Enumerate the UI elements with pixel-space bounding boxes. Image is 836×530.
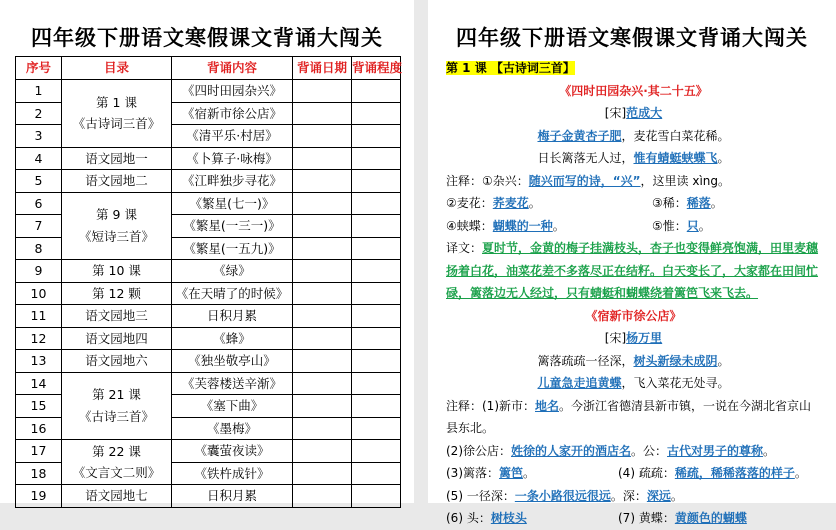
answer-blank: 黄颜色的蝴蝶	[674, 511, 747, 525]
table-row	[16, 372, 401, 395]
answer-blank: 稀落	[686, 196, 711, 210]
row-content: 日积月累	[172, 485, 293, 508]
row-number: 9	[16, 260, 62, 283]
row-level-cell[interactable]	[352, 260, 401, 283]
row-number: 19	[16, 485, 62, 508]
row-catalog-group	[62, 372, 172, 440]
row-content: 《铁杵成针》	[172, 462, 293, 485]
group-title: 《文言文二则》	[72, 465, 161, 480]
poem-author	[446, 102, 821, 125]
annotation-text: 。	[523, 466, 536, 480]
header-content: 背诵内容	[172, 57, 293, 80]
row-number: 10	[16, 282, 62, 305]
row-number: 8	[16, 237, 62, 260]
annotation-text: ②麦花：	[446, 196, 493, 210]
table-row	[16, 327, 401, 350]
row-catalog: 语文园地三	[62, 305, 172, 328]
row-number: 2	[16, 102, 62, 125]
row-catalog-group	[62, 80, 172, 148]
poem-line	[446, 372, 821, 395]
row-catalog: 语文园地七	[62, 485, 172, 508]
row-content: 《囊萤夜读》	[172, 440, 293, 463]
row-number: 5	[16, 170, 62, 193]
annotation-text: (5) 一径深：	[446, 488, 515, 503]
row-date-cell[interactable]	[293, 417, 352, 440]
row-content: 《清平乐·村居》	[172, 125, 293, 148]
header-catalog: 目录	[62, 57, 172, 80]
table-row	[16, 485, 401, 508]
row-content: 《蜂》	[172, 327, 293, 350]
answer-blank: 篱笆	[499, 466, 524, 480]
row-catalog: 语文园地六	[62, 350, 172, 373]
annotation-line	[446, 485, 821, 508]
row-catalog: 第 10 课	[62, 260, 172, 283]
poem-text: ，飞入菜花无处寻。	[621, 376, 730, 390]
answer-blank: 树枝头	[490, 511, 527, 525]
answer-blank: 蝴蝶的一种	[492, 218, 553, 233]
table-row	[16, 282, 401, 305]
right-page	[428, 0, 836, 525]
row-level-cell[interactable]	[352, 80, 401, 103]
answer-blank: 梅子金黄杏子肥	[537, 128, 622, 143]
group-title: 《古诗词三首》	[72, 116, 161, 132]
group-lesson: 第 22 课	[92, 443, 141, 459]
annotation-text: 。	[698, 218, 711, 233]
row-number: 6	[16, 192, 62, 215]
group-title: 《古诗三首》	[78, 408, 154, 424]
row-number: 4	[16, 147, 62, 170]
annotation-text: 。今浙江省德清县新市镇，一说在今湖北省京山县东北。	[446, 398, 812, 435]
table-row	[16, 305, 401, 328]
row-content: 《独坐敬亭山》	[172, 350, 293, 373]
answer-blank: 姓徐的人家开的酒店名	[511, 443, 632, 458]
annotation-text: (2)徐公店：	[446, 443, 511, 458]
row-number: 11	[16, 305, 62, 328]
lesson-header-label: 第 1 课 【古诗词三首】	[446, 61, 575, 75]
annotation-text: 。	[670, 488, 683, 503]
right-page-title: 四年级下册语文寒假课文背诵大闯关	[456, 26, 808, 50]
row-catalog: 语文园地四	[62, 327, 172, 350]
annotation-text: 。	[794, 466, 807, 480]
row-number: 3	[16, 125, 62, 148]
annotation-line	[446, 462, 821, 485]
annotation-text: 。	[552, 218, 565, 233]
row-date-cell[interactable]	[293, 80, 352, 103]
row-date-cell[interactable]	[293, 282, 352, 305]
answer-blank: 只	[686, 218, 699, 233]
row-number: 13	[16, 350, 62, 373]
annotation-line	[446, 170, 821, 193]
translation-paragraph	[446, 237, 821, 305]
row-date-cell[interactable]	[293, 170, 352, 193]
poem-line	[446, 147, 821, 170]
answer-blank: 古代对男子的尊称	[667, 443, 764, 458]
row-date-cell[interactable]	[293, 215, 352, 238]
annotation-line	[446, 440, 821, 463]
row-catalog-group	[62, 192, 172, 260]
row-date-cell[interactable]	[293, 125, 352, 148]
annotation-text: ③稀：	[652, 196, 687, 210]
row-date-cell[interactable]	[293, 102, 352, 125]
answer-blank: 一条小路很远很远	[514, 488, 611, 503]
row-number: 7	[16, 215, 62, 238]
row-number: 12	[16, 327, 62, 350]
table-row	[16, 260, 401, 283]
recitation-content	[446, 57, 821, 530]
group-title: 《短诗三首》	[78, 228, 154, 244]
table-row	[16, 350, 401, 373]
row-level-cell[interactable]	[352, 215, 401, 238]
row-content: 《繁星(七一)》	[172, 192, 293, 215]
row-date-cell[interactable]	[293, 462, 352, 485]
annotation-text: ，这里读 xìng。	[640, 173, 731, 188]
poem-text: 。	[717, 151, 730, 165]
table-row	[16, 147, 401, 170]
row-content: 《塞下曲》	[172, 395, 293, 418]
annotation-line	[446, 215, 821, 238]
row-catalog: 语文园地二	[62, 170, 172, 193]
annotation-text: ⑤惟：	[652, 218, 687, 233]
row-level-cell[interactable]	[352, 237, 401, 260]
header-date: 背诵日期	[293, 57, 352, 80]
poem-text: 篱落疏疏一径深，	[537, 353, 634, 368]
row-number: 16	[16, 417, 62, 440]
annotation-text: (4) 疏疏：	[618, 466, 675, 480]
translation-answer: 夏时节，金黄的梅子挂满枝头，杏子也变得鲜亮饱满，田里麦穗扬着白花，油菜花差不多落尽正在结籽。白天变长了，大家都在田间忙碌，篱落边无人经过，只有蜻蜓和蝴蝶绕着篱笆飞来飞去。	[446, 241, 819, 300]
row-catalog: 语文园地一	[62, 147, 172, 170]
row-date-cell[interactable]	[293, 327, 352, 350]
row-number: 15	[16, 395, 62, 418]
left-page	[0, 0, 414, 503]
row-date-cell[interactable]	[293, 395, 352, 418]
row-date-cell[interactable]	[293, 305, 352, 328]
row-content: 《宿新市徐公店》	[172, 102, 293, 125]
answer-blank: 荞麦花	[492, 196, 529, 210]
annotation-line	[446, 192, 821, 215]
row-level-cell[interactable]	[352, 282, 401, 305]
annotation-text: 。	[763, 443, 776, 458]
row-date-cell[interactable]	[293, 147, 352, 170]
poem-title: 《四时田园杂兴·其二十五》	[559, 83, 708, 98]
answer-blank: 儿童急走追黄蝶	[537, 376, 622, 390]
row-level-cell[interactable]	[352, 440, 401, 463]
row-level-cell[interactable]	[352, 462, 401, 485]
author-answer: 杨万里	[626, 331, 663, 345]
header-number: 序号	[16, 57, 62, 80]
annotation-text: 注释：①杂兴：	[446, 173, 529, 188]
row-level-cell[interactable]	[352, 192, 401, 215]
row-number: 17	[16, 440, 62, 463]
row-level-cell[interactable]	[352, 147, 401, 170]
poem-text: ，麦花雪白菜花稀。	[621, 128, 730, 143]
row-content: 《繁星(一五九)》	[172, 237, 293, 260]
dynasty-label: [宋]	[604, 331, 627, 345]
header-level: 背诵程度	[352, 57, 401, 80]
row-date-cell[interactable]	[293, 350, 352, 373]
author-answer: 范成大	[626, 106, 663, 120]
answer-blank: 树头新绿未成阴	[633, 353, 718, 368]
row-catalog-group	[62, 440, 172, 485]
annotation-text: 。	[710, 196, 723, 210]
annotation-text: ④蛱蝶：	[446, 218, 493, 233]
annotation-text: 。公：	[631, 443, 668, 458]
table-row	[16, 170, 401, 193]
row-date-cell[interactable]	[293, 260, 352, 283]
row-content: 日积月累	[172, 305, 293, 328]
row-level-cell[interactable]	[352, 125, 401, 148]
row-content: 《四时田园杂兴》	[172, 80, 293, 103]
row-level-cell[interactable]	[352, 305, 401, 328]
table-row	[16, 440, 401, 463]
row-date-cell[interactable]	[293, 192, 352, 215]
row-level-cell[interactable]	[352, 417, 401, 440]
answer-blank: 地名	[535, 398, 560, 413]
translation-label: 译文：	[446, 241, 483, 255]
group-lesson: 第 1 课	[96, 94, 137, 110]
row-number: 14	[16, 372, 62, 395]
annotation-text: (6) 头：	[446, 511, 491, 525]
row-level-cell[interactable]	[352, 485, 401, 508]
row-content: 《江畔独步寻花》	[172, 170, 293, 193]
row-level-cell[interactable]	[352, 350, 401, 373]
answer-blank: 稀疏，稀稀落落的样子	[674, 466, 795, 480]
row-content: 《芙蓉楼送辛渐》	[172, 372, 293, 395]
dynasty-label: [宋]	[604, 106, 627, 120]
table-row	[16, 80, 401, 103]
annotation-text: 。深：	[610, 488, 647, 503]
answer-blank: 随兴而写的诗，“兴”	[528, 173, 641, 188]
poem-title: 《宿新市徐公店》	[585, 308, 682, 323]
poem-line	[446, 125, 821, 148]
row-content: 《绿》	[172, 260, 293, 283]
group-lesson: 第 21 课	[92, 387, 141, 403]
poem-text: 日长篱落无人过，	[537, 151, 634, 165]
table-row	[16, 192, 401, 215]
row-date-cell[interactable]	[293, 440, 352, 463]
row-date-cell[interactable]	[293, 372, 352, 395]
row-level-cell[interactable]	[352, 395, 401, 418]
row-date-cell[interactable]	[293, 237, 352, 260]
row-level-cell[interactable]	[352, 170, 401, 193]
annotation-line	[446, 507, 821, 530]
annotation-text: 。	[528, 196, 541, 210]
annotation-line	[446, 395, 821, 440]
annotation-text: (7) 黄蝶：	[618, 511, 675, 525]
row-date-cell[interactable]	[293, 485, 352, 508]
annotation-text: 注释：(1)新市：	[446, 398, 535, 413]
table-header-row	[16, 57, 401, 80]
group-lesson: 第 9 课	[96, 207, 137, 223]
row-level-cell[interactable]	[352, 102, 401, 125]
answer-blank: 惟有蜻蜓蛱蝶飞	[633, 151, 718, 165]
row-content: 《卜算子·咏梅》	[172, 147, 293, 170]
row-catalog: 第 12 颗	[62, 282, 172, 305]
row-content: 《墨梅》	[172, 417, 293, 440]
answer-blank: 深远	[646, 488, 671, 503]
row-level-cell[interactable]	[352, 372, 401, 395]
annotation-text: (3)篱落：	[446, 466, 499, 480]
poem-author	[446, 327, 821, 350]
poem-line	[446, 350, 821, 373]
lesson-header	[446, 57, 821, 80]
row-level-cell[interactable]	[352, 327, 401, 350]
row-content: 《繁星(一三一)》	[172, 215, 293, 238]
left-page-title: 四年级下册语文寒假课文背诵大闯关	[31, 26, 383, 50]
row-number: 18	[16, 462, 62, 485]
poem-text: 。	[717, 353, 730, 368]
recitation-schedule-table	[15, 56, 401, 508]
row-number: 1	[16, 80, 62, 103]
row-content: 《在天晴了的时候》	[172, 282, 293, 305]
